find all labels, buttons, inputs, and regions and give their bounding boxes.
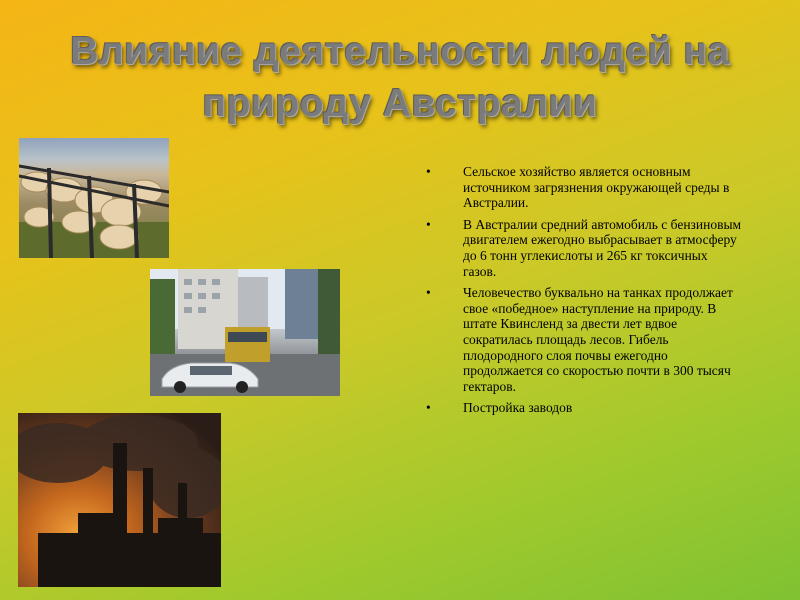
bullet-dot: • — [426, 400, 431, 416]
bullet-text: Постройка заводов — [463, 400, 573, 416]
bullet-dot: • — [426, 285, 431, 301]
city-street-photo — [150, 269, 340, 396]
bullet-item — [424, 285, 744, 394]
bullet-item — [424, 400, 744, 416]
bullet-dot: • — [426, 216, 431, 232]
bullet-dot: • — [426, 164, 431, 179]
cattle-illustration — [19, 162, 169, 258]
bullet-list — [424, 164, 744, 422]
factory-illustration — [18, 413, 221, 587]
bullet-item — [424, 217, 744, 279]
bullet-item — [424, 164, 744, 211]
cattle-feedlot-photo — [19, 138, 169, 258]
bullet-text: В Австралии средний автомобиль с бензиновым двигателем ежегодно выбрасывает в атмосферу до 6 тонн углекислоты и 265 кг токсичных газов. — [463, 216, 742, 279]
bullet-text: Сельское хозяйство является основным источником загрязнения окружающей среды в Австралии. — [463, 164, 730, 211]
factory-smoke-photo — [18, 413, 221, 587]
city-street-illustration — [150, 269, 340, 396]
bullet-text: Человечество буквально на танках продолжает свое «победное» наступление на природу. В штате Квинсленд за двести лет вдвое сократилась площадь лесов. Гибель плодородного слоя почвы ежегодно продолжается со скоростью почти в 300 тысяч гектаров. — [463, 285, 733, 394]
slide-title: Влияние деятельности людей на природу Австралии — [70, 30, 730, 125]
